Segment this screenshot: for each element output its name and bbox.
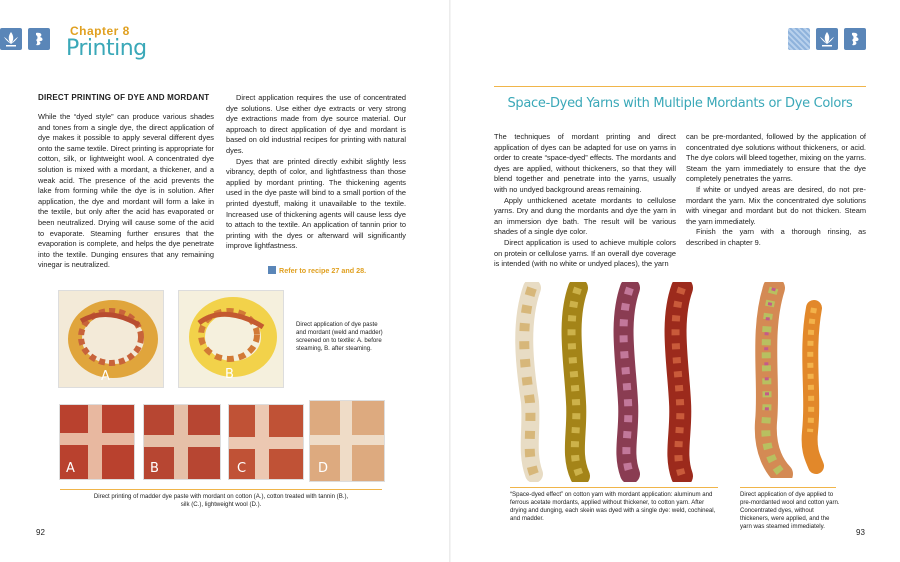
chapter-label: Chapter 8 [70,24,130,38]
figure-tile-icon [844,28,866,50]
page-number-left: 92 [36,528,45,537]
caption-bottom-swatches: Direct printing of madder dye paste with mordant on cotton (A.), cotton treated with tannin (B.), silk (C.), lightweight wool (D.). [93,493,349,508]
left-column-2 [226,93,406,252]
section-title-space-dyed: Space-Dyed Yarns with Multiple Mordants or Dye Colors [507,96,853,111]
chapter-title: Printing [66,36,147,61]
yarn-skeins-photo [510,282,710,482]
texture-tile-icon [788,28,810,50]
paragraph: Direct application is used to achieve multiple colors on protein or cellulose yarns. If an overall dye coverage is intended (with no white or undyed places), the yarn [494,237,676,269]
wool-cotton-yarn-photo [752,282,842,478]
swatch-letter: A [101,369,110,384]
caption-premordanted: Direct application of dye applied to pre-mordanted wool and cotton yarn. Concentrated dyes, without thickeners, were applied, and the yarn was steamed immediately. [740,491,840,530]
flower-tile-icon [0,28,22,50]
swatch-after-steaming [178,290,284,388]
recipe-reference[interactable] [268,266,366,275]
caption-rule [510,487,718,488]
caption-top-swatches: Direct application of dye paste and mordant (weld and madder) screened on to textile: A. before steaming, B. after steaming. [296,321,383,352]
swatch-letter: A [66,461,75,476]
right-column-2 [686,132,866,249]
swatch-letter: B [225,367,234,382]
recipe-icon [268,266,276,274]
swatch-cotton-tannin [143,404,221,480]
section-heading-direct-printing: DIRECT PRINTING OF DYE AND MORDANT [38,93,210,102]
paragraph: Direct application requires the use of concentrated dye solutions. Use either dye extracts or very strong dye extractions made from dye source material. Our approach to direct application of dye and mordant is based on old industrial recipes for printing with natural dyes. [226,93,406,155]
paragraph: While the “dyed style” can produce various shades and tones from a single dye, the direct application of dye makes it possible to apply several different dyes onto the same textile. Direct printing is appropriate for cotton, silk, or lightweight wool. A concentrated dye solution is mixed with a mordant, a thickener, and a weak acid. The presence of the acid prevents the lake from forming while the dye is in solution. After application, the dye and mordant will form a lake in the textile, but only after the acid has evaporated or been neutralized. Drying will cause some of the acid to evaporate. Steaming further ensures that the evaporation is complete, and helps the dye penetrate into the textile. Dunging ensures that any remaining vinegar is neutralized. [38,112,214,270]
recipe-reference-text: Refer to recipe 27 and 28. [279,266,367,275]
paragraph: Apply unthickened acetate mordants to cellulose yarns. Dry and dung the mordants and dye the yarn in an immersion dye bath. The result will be various shades of a single dye color. [494,195,676,237]
page-gutter [449,0,451,562]
section-rule [494,86,866,87]
caption-rule [60,489,382,490]
left-column-1 [38,112,214,271]
page-number-right: 93 [856,528,865,537]
swatch-silk [228,404,304,480]
flower-tile-icon [816,28,838,50]
swatch-wool [309,400,385,482]
swatch-letter: B [150,461,159,476]
paragraph: Finish the yarn with a thorough rinsing, as described in chapter 9. [686,227,866,247]
caption-space-dyed: “Space-dyed effect” on cotton yarn with mordant application: aluminum and ferrous acetate mordants, applied without thickener, to cotton yarn. After drying and dunging, each skein was dyed with a single dye: weld, cochineal, and madder. [510,491,716,522]
paragraph: The techniques of mordant printing and direct application of dyes can be adapted for use on yarns in order to create “space-dyed” effects. The mordants and dyes are applied, without thickeners, so that they will blend together and penetrate into the yarns, usually with no undyed background areas remaining. [494,132,676,194]
paragraph: Dyes that are printed directly exhibit slightly less vibrancy, depth of color, and lightfastness than those applied by mordant printing. The thickening agents used in the dye paste will bind to a small portion of the printed dyestuff, making it unavailable to the textile. Increased use of thickening agents will cause less dye to attach to the textile. An application of tannin prior to printing with the dyes or afterward will significantly improve lightfastness. [226,156,406,251]
swatch-letter: C [237,461,247,476]
right-column-1 [494,132,676,270]
paragraph: If white or undyed areas are desired, do not pre-mordant the yarn. Mix the concentrated dye solutions with vinegar and mordant but do not thicken. Steam the yarn immediately. [686,184,866,226]
swatch-before-steaming [58,290,164,388]
caption-rule [740,487,836,488]
figure-tile-icon [28,28,50,50]
swatch-cotton [59,404,135,480]
swatch-letter: D [318,461,329,476]
paragraph: can be pre-mordanted, followed by the application of concentrated dye solutions without thickeners, or acid. The dye colors will bleed together, mixing on the yarns. Steam the yarn immediately to ensure that the dye completely penetrates the yarns. [686,132,866,184]
